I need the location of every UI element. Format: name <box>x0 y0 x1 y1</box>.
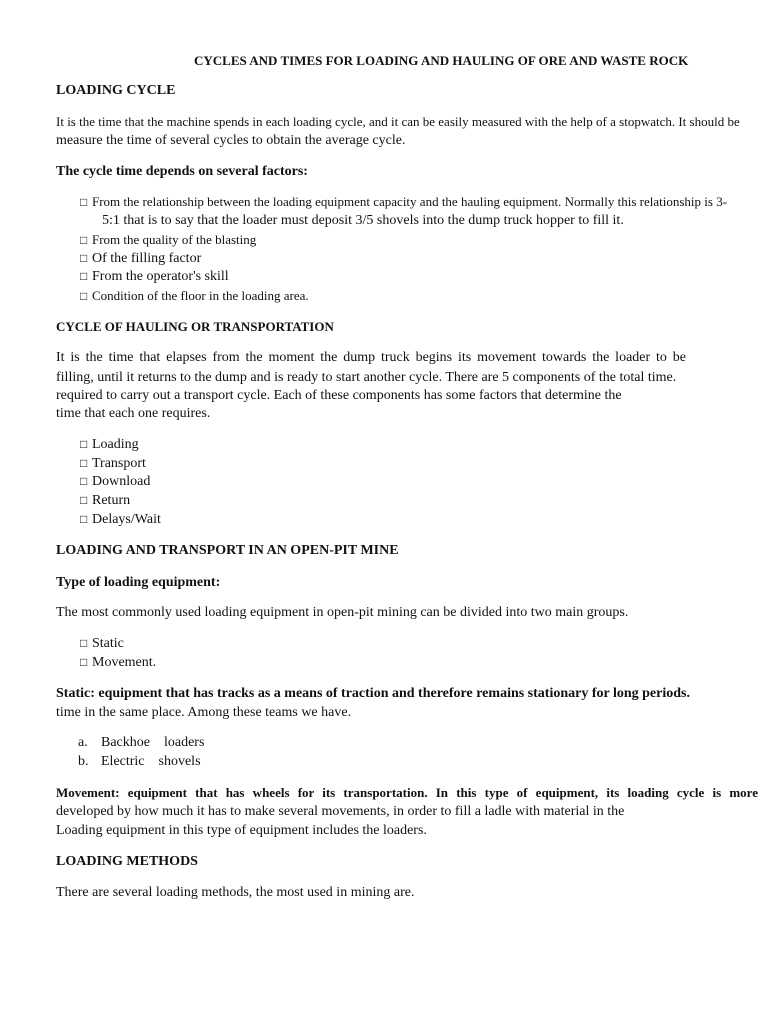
hauling-text-line-3: required to carry out a transport cycle. Each of these components has some factors that determine the <box>56 388 622 403</box>
group-item-static: □ Static <box>80 636 124 651</box>
loading-cycle-heading: LOADING CYCLE <box>56 83 176 98</box>
static-definition-continued: time in the same place. Among these teams we have. <box>56 705 352 720</box>
checkbox-bullet-icon: □ <box>80 251 88 265</box>
loading-methods-text: There are several loading methods, the most used in mining are. <box>56 885 415 900</box>
factor-item-capacity: □ From the relationship between the loading equipment capacity and the hauling equipment. Normally this relationship is 3- <box>80 194 728 209</box>
checkbox-bullet-icon: □ <box>80 493 88 507</box>
checkbox-bullet-icon: □ <box>80 269 88 283</box>
list-item-shovels: b. Electric shovels <box>78 754 201 769</box>
checkbox-bullet-icon: □ <box>80 636 88 650</box>
hauling-text-line-4: time that each one requires. <box>56 406 211 421</box>
static-definition: Static: equipment that has tracks as a means of traction and therefore remains stationary for long periods. <box>56 686 690 701</box>
checkbox-bullet-icon: □ <box>80 512 88 526</box>
checkbox-bullet-icon: □ <box>80 233 88 247</box>
group-item-movement: □ Movement. <box>80 655 157 670</box>
factor-item-floor: □ Condition of the floor in the loading area. <box>80 288 309 303</box>
checkbox-bullet-icon: □ <box>80 195 88 209</box>
factor-item-skill: □ From the operator's skill <box>80 269 229 284</box>
hauling-item-loading: □ Loading <box>80 437 139 452</box>
equipment-intro: The most commonly used loading equipment in open-pit mining can be divided into two main groups. <box>56 605 629 620</box>
loading-methods-heading: LOADING METHODS <box>56 854 198 869</box>
list-item-backhoe: a. Backhoe loaders <box>78 735 205 750</box>
checkbox-bullet-icon: □ <box>80 437 88 451</box>
hauling-item-download: □ Download <box>80 474 151 489</box>
equipment-type-heading: Type of loading equipment: <box>56 575 221 590</box>
hauling-text-line-2: filling, until it returns to the dump and is ready to start another cycle. There are 5 components of the total time. <box>56 370 677 385</box>
checkbox-bullet-icon: □ <box>80 289 88 303</box>
hauling-item-transport: □ Transport <box>80 456 146 471</box>
document-title: CYCLES AND TIMES FOR LOADING AND HAULING OF ORE AND WASTE ROCK <box>194 53 689 68</box>
movement-definition-line-2: developed by how much it has to make several movements, in order to fill a ladle with material in the <box>56 804 625 819</box>
movement-definition-line-3: Loading equipment in this type of equipment includes the loaders. <box>56 823 427 838</box>
factor-item-filling: □ Of the filling factor <box>80 251 202 266</box>
factor-item-capacity-continued: 5:1 that is to say that the loader must deposit 3/5 shovels into the dump truck hopper to fill it. <box>102 213 624 228</box>
factors-heading: The cycle time depends on several factors: <box>56 164 308 179</box>
factor-item-blasting: □ From the quality of the blasting <box>80 232 257 247</box>
loading-cycle-text-line-2: measure the time of several cycles to obtain the average cycle. <box>56 133 406 148</box>
movement-definition: Movement: equipment that has wheels for its transportation. In this type of equipment, its loading cycle is more <box>56 785 758 800</box>
open-pit-heading: LOADING AND TRANSPORT IN AN OPEN-PIT MINE <box>56 543 399 558</box>
loading-cycle-text-line-1: It is the time that the machine spends in each loading cycle, and it can be easily measured with the help of a stopwatch. It should be <box>56 114 740 129</box>
hauling-item-delays: □ Delays/Wait <box>80 512 161 527</box>
hauling-text-line-1: It is the time that elapses from the moment the dump truck begins its movement towards the loader to be <box>56 350 686 365</box>
hauling-item-return: □ Return <box>80 493 131 508</box>
checkbox-bullet-icon: □ <box>80 456 88 470</box>
checkbox-bullet-icon: □ <box>80 655 88 669</box>
hauling-heading: CYCLE OF HAULING OR TRANSPORTATION <box>56 319 334 334</box>
checkbox-bullet-icon: □ <box>80 474 88 488</box>
